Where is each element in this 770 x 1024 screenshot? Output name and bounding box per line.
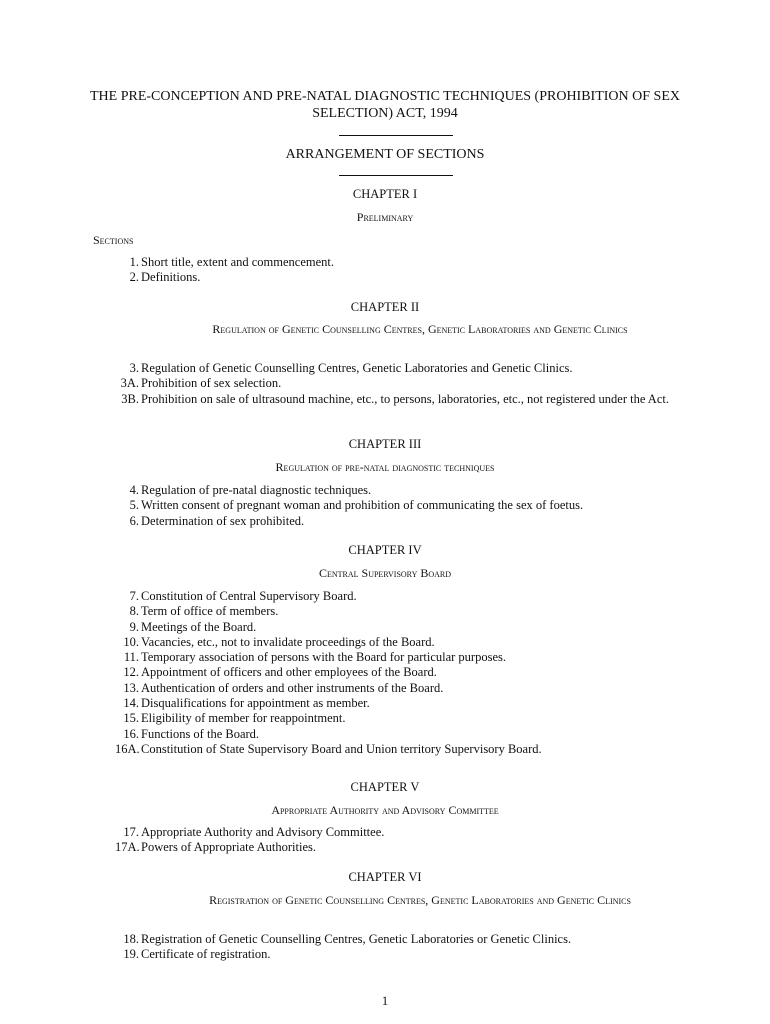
act-title: THE PRE-CONCEPTION AND PRE-NATAL DIAGNOSTIC TECHNIQUES (PROHIBITION OF SEX SELECTION) ACT, 1994 [90,89,680,121]
list-item [115,376,705,391]
section-text: Determination of sex prohibited. [141,513,305,528]
chapter-subtitle: Preliminary [356,210,414,224]
section-text: Meetings of the Board. [141,619,257,634]
list-item [115,483,705,498]
chapter-subtitle: Registration of Genetic Counselling Centres, Genetic Laboratories and Genetic Clinics [209,893,631,907]
list-item [115,681,705,696]
chapter-heading: CHAPTER VI [348,870,422,884]
section-text: Regulation of Genetic Counselling Centres, Genetic Laboratories and Genetic Clinics. [141,361,573,375]
section-number: 9. [129,619,139,634]
section-text: Certificate of registration. [141,947,271,962]
section-number: 5. [129,498,139,513]
section-number: 1. [129,255,139,269]
list-item [115,635,705,650]
chapter-heading: CHAPTER V [350,780,420,794]
section-text: Registration of Genetic Counselling Centres, Genetic Laboratories or Genetic Clinics. [141,932,572,946]
list-item [115,498,705,513]
section-number: 3A. [120,376,139,391]
section-text: Constitution of State Supervisory Board and Union territory Supervisory Board. [141,741,542,756]
section-number: 3B. [121,391,139,406]
list-item [115,742,705,757]
section-number: 11. [123,650,139,665]
section-text: Term of office of members. [141,604,279,619]
title-rule [339,135,453,136]
section-number: 19. [123,947,139,962]
list-item [115,514,705,529]
section-number: 12. [123,665,139,680]
section-list [115,589,705,757]
list-item [115,665,705,680]
section-number: 13. [123,680,139,695]
section-text: Prohibition on sale of ultrasound machine, etc., to persons, laboratories, etc., not registered under the Act. [141,391,669,406]
section-number: 7. [129,589,139,603]
section-text: Written consent of pregnant woman and prohibition of communicating the sex of foetus. [141,498,584,513]
list-item [115,696,705,711]
section-number: 18. [123,932,139,946]
list-item [115,255,705,270]
chapter-heading: CHAPTER IV [348,543,422,557]
section-number: 4. [129,483,139,497]
section-number: 17. [123,825,139,839]
section-number: 16. [123,726,139,741]
list-item [115,361,705,376]
chapter-heading: CHAPTER II [350,300,420,314]
chapter-heading: CHAPTER I [352,187,418,201]
sections-label: Sections [93,233,134,247]
chapter-subtitle: Appropriate Authority and Advisory Committee [271,803,499,817]
section-text: Functions of the Board. [141,726,260,741]
section-number: 2. [129,270,139,285]
list-item [115,650,705,665]
section-text: Prohibition of sex selection. [141,376,282,391]
list-item [115,270,705,285]
section-text: Authentication of orders and other instruments of the Board. [141,680,444,695]
section-number: 8. [129,604,139,619]
section-text: Appropriate Authority and Advisory Committee. [141,825,385,839]
section-list [115,361,705,407]
list-item [115,711,705,726]
section-list [115,825,705,856]
list-item [115,840,705,855]
section-text: Appointment of officers and other employees of the Board. [141,665,437,680]
list-item [115,589,705,604]
list-item [115,947,705,962]
section-text: Powers of Appropriate Authorities. [141,840,316,855]
section-number: 10. [123,634,139,649]
page-number: 1 [381,994,389,1008]
section-text: Regulation of pre-natal diagnostic techniques. [141,483,372,497]
section-number: 14. [123,696,139,711]
section-number: 16A. [115,741,140,756]
section-list [115,255,705,286]
arrangement-rule [339,175,453,176]
chapter-subtitle: Regulation of Genetic Counselling Centres, Genetic Laboratories and Genetic Clinics [212,322,628,336]
section-text: Temporary association of persons with the Board for particular purposes. [141,650,506,665]
list-item [115,604,705,619]
chapter-subtitle: Central Supervisory Board [318,566,452,580]
list-item [115,620,705,635]
section-text: Eligibility of member for reappointment. [141,711,346,726]
section-list [115,932,705,963]
arrangement-heading: ARRANGEMENT OF SECTIONS [285,147,485,162]
list-item [115,825,705,840]
chapter-subtitle: Regulation of pre-natal diagnostic techniques [275,460,495,474]
section-number: 15. [123,711,139,726]
chapter-heading: CHAPTER III [348,437,422,451]
list-item [115,392,705,407]
section-number: 17A. [115,840,140,855]
section-list [115,483,705,529]
section-text: Definitions. [141,270,201,285]
list-item [115,727,705,742]
section-number: 3. [129,361,139,375]
section-text: Vacancies, etc., not to invalidate proceedings of the Board. [141,634,435,649]
section-text: Short title, extent and commencement. [141,255,334,269]
section-text: Constitution of Central Supervisory Board. [141,589,357,603]
section-number: 6. [129,513,139,528]
section-text: Disqualifications for appointment as member. [141,696,370,711]
list-item [115,932,705,947]
